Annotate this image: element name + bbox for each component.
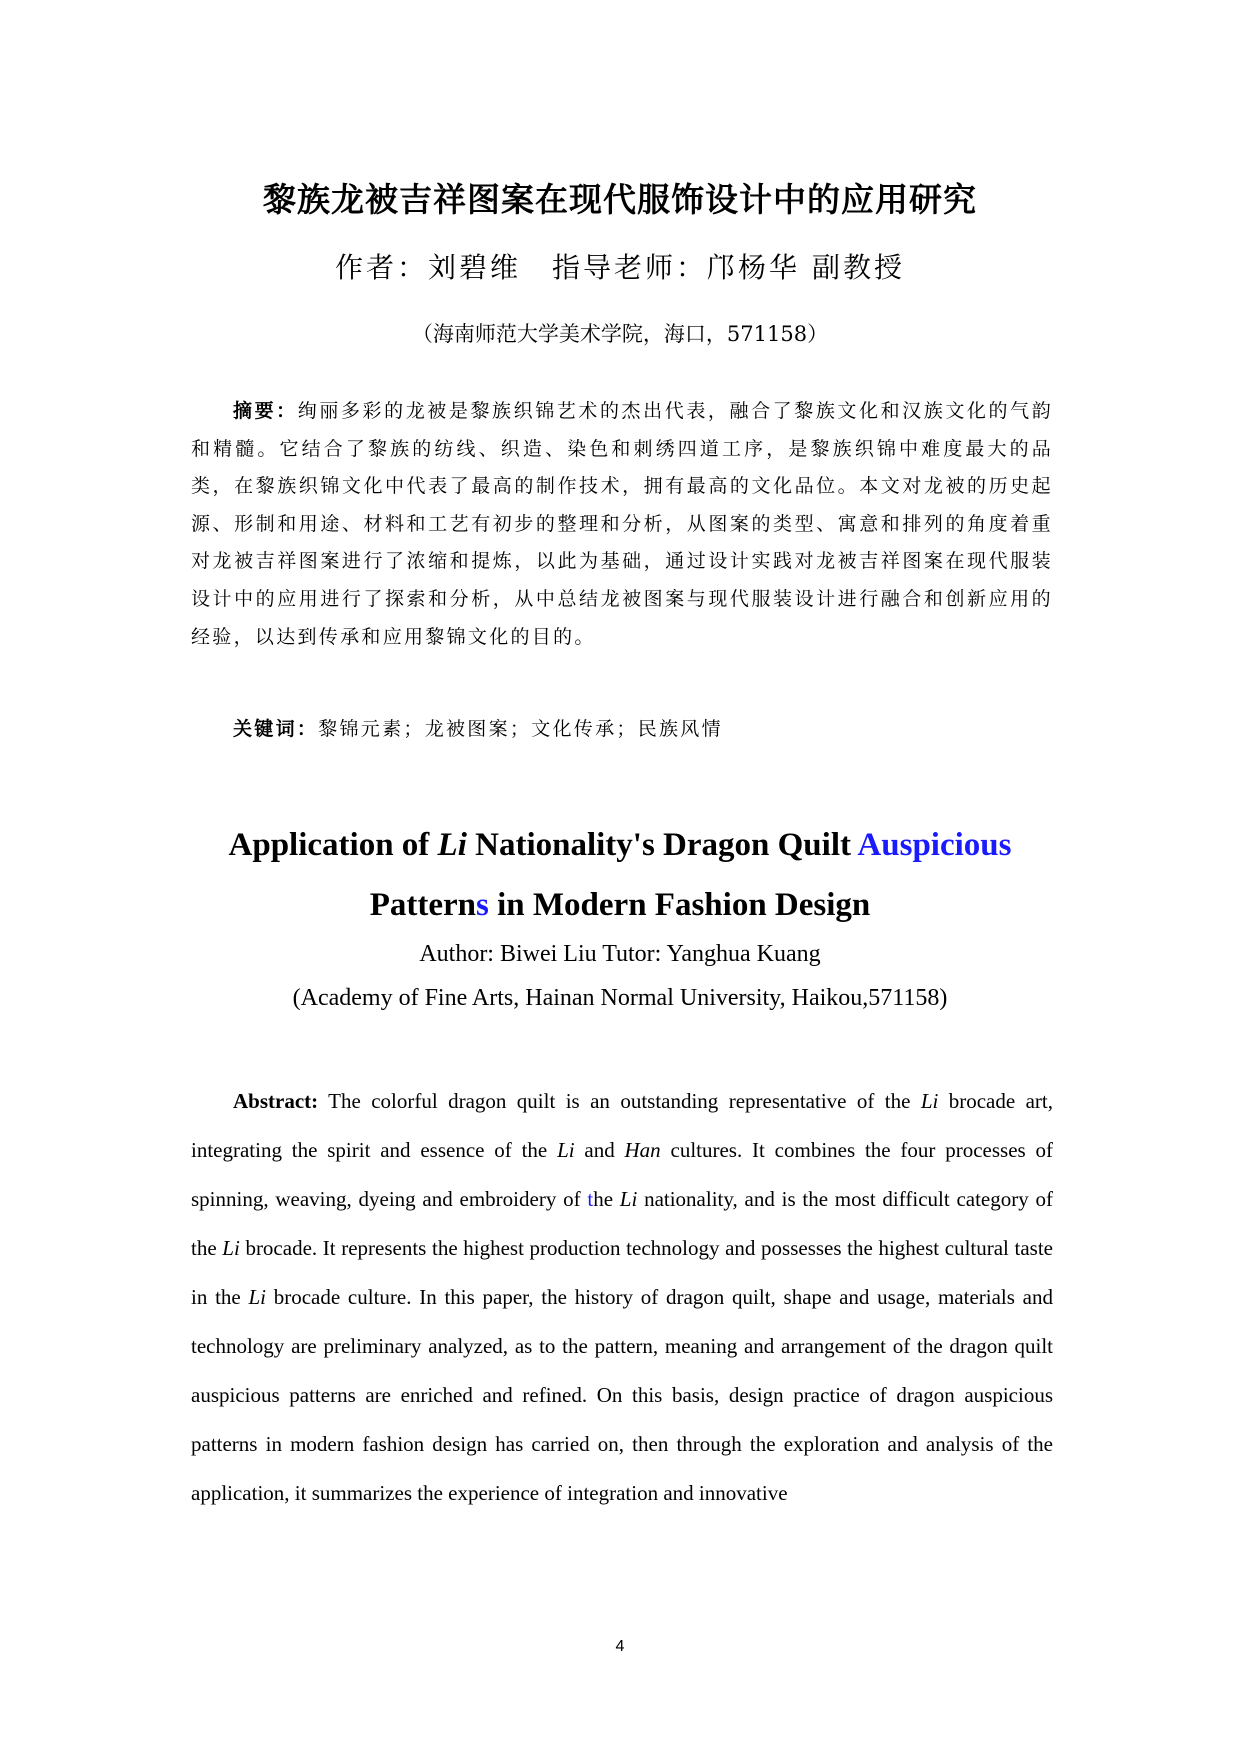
abstract-text: and bbox=[574, 1138, 625, 1162]
abstract-text: The colorful dragon quilt is an outstanding representative of the bbox=[318, 1089, 921, 1113]
english-title-pattern: Pattern bbox=[369, 887, 477, 923]
abstract-italic: Han bbox=[624, 1138, 661, 1162]
abstract-italic: Li bbox=[619, 1187, 638, 1211]
english-title-part: Nationality's Dragon Quilt bbox=[466, 827, 858, 863]
english-title-s: s bbox=[476, 887, 489, 923]
abstract-text: brocade art, integrating the spirit and essence of the bbox=[191, 1089, 1053, 1162]
abstract-text: cultures. It combines the four processes of spinning, weaving, dyeing and embroidery of bbox=[191, 1138, 1053, 1211]
chinese-abstract-text: 绚丽多彩的龙被是黎族织锦艺术的杰出代表，融合了黎族文化和汉族文化的气韵和精髓。它结合了黎族的纺线、织造、染色和刺绣四道工序，是黎族织锦中难度最大的品类，在黎族织锦文化中代表了最高的制作技术，拥有最高的文化品位。本文对龙被的历史起源、形制和用途、材料和工艺有初步的整理和分析，从图案的类型、寓意和排列的角度着重对龙被吉祥图案进行了浓缩和提炼，以此为基础，通过设计实践对龙被吉祥图案在现代服装设计中的应用进行了探索和分析，从中总结龙被图案与现代服装设计进行融合和创新应用的经验，以达到传承和应用黎锦文化的目的。 bbox=[191, 400, 1053, 648]
english-title-part: Application of bbox=[228, 827, 438, 863]
abstract-text: nationality, and is the most difficult category of the bbox=[191, 1187, 1053, 1260]
abstract-text: brocade. It represents the highest production technology and possesses the highest cultural taste in the bbox=[191, 1236, 1054, 1309]
abstract-italic: Li bbox=[222, 1236, 240, 1260]
abstract-italic: Li bbox=[248, 1285, 266, 1309]
chinese-abstract-label: 摘要： bbox=[233, 400, 298, 422]
abstract-italic: Li bbox=[920, 1089, 939, 1113]
page-number: 4 bbox=[615, 1638, 625, 1655]
english-title-part: in Modern Fashion Design bbox=[488, 887, 871, 923]
english-title-auspicious: Auspicious bbox=[857, 827, 1012, 863]
chinese-author-line: 作者：刘碧维 指导老师：邝杨华 副教授 bbox=[335, 251, 905, 284]
chinese-affiliation: （海南师范大学美术学院，海口，571158） bbox=[411, 322, 829, 346]
english-abstract bbox=[191, 1077, 1053, 1518]
chinese-abstract bbox=[191, 393, 1053, 656]
abstract-text: brocade culture. In this paper, the history of dragon quilt, shape and usage, materials and technology are preliminary analyzed, as to the pattern, meaning and arrangement of the dragon quilt auspicious patterns are enriched and refined. On this basis, design practice of dragon auspicious patterns in modern fashion design has carried on, then through the exploration and analysis of the application, it summarizes the experience of integration and innovative bbox=[191, 1285, 1053, 1505]
abstract-highlight: t bbox=[587, 1187, 594, 1211]
english-author-line: Author: Biwei Liu Tutor: Yanghua Kuang bbox=[419, 941, 821, 967]
english-title bbox=[0, 815, 1240, 935]
english-title-li: Li bbox=[437, 827, 467, 863]
chinese-title: 黎族龙被吉祥图案在现代服饰设计中的应用研究 bbox=[263, 180, 977, 219]
chinese-keywords-text: 黎锦元素；龙被图案；文化传承；民族风情 bbox=[318, 718, 723, 740]
english-affiliation: (Academy of Fine Arts, Hainan Normal University, Haikou,571158) bbox=[292, 985, 948, 1011]
chinese-keywords-label: 关键词： bbox=[233, 718, 319, 740]
abstract-italic: Li bbox=[557, 1138, 575, 1162]
abstract-text: he bbox=[593, 1187, 620, 1211]
english-abstract-label: Abstract: bbox=[233, 1089, 319, 1113]
chinese-keywords bbox=[233, 714, 1053, 741]
